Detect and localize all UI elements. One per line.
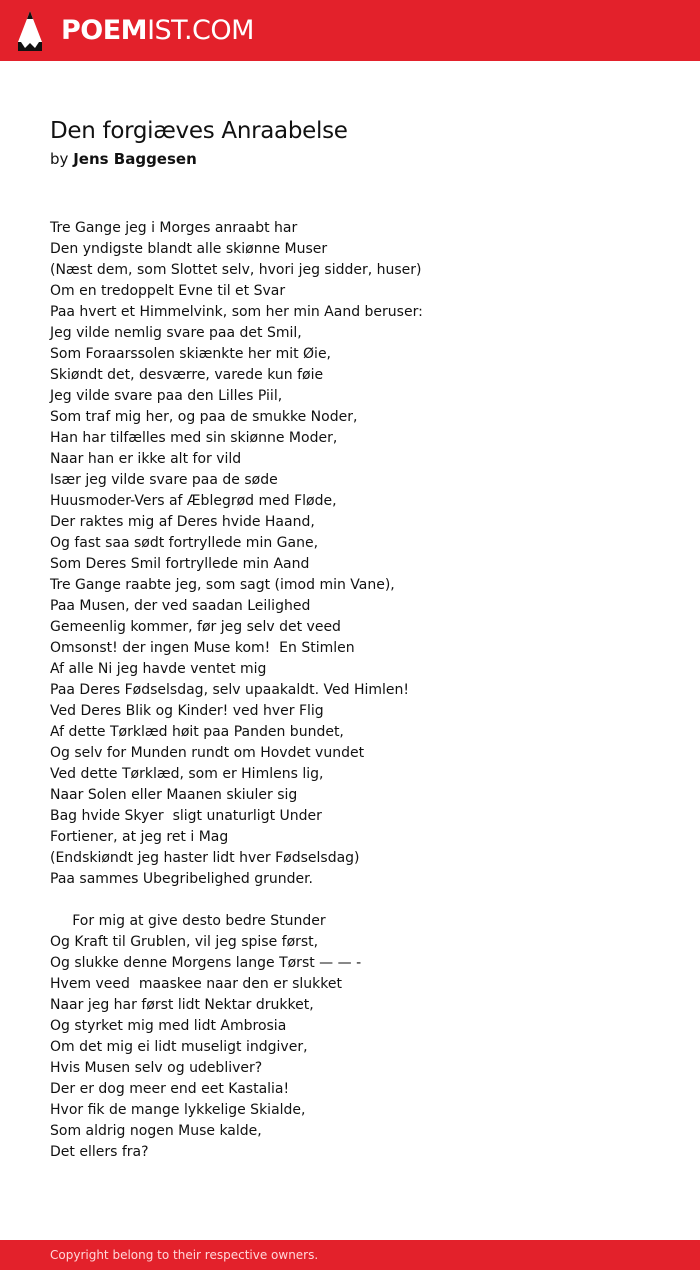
site-logo-text: [61, 16, 254, 46]
poem-line: Paa Deres Fødselsdag, selv upaakaldt. Ved Himlen!: [50, 682, 410, 698]
poem-line: Ved dette Tørklæd, som er Himlens lig,: [50, 766, 324, 782]
poem-line: Der er dog meer end eet Kastalia!: [50, 1081, 290, 1097]
poem-line: Hvem veed maaskee naar den er slukket: [50, 976, 347, 992]
poem-line: Om det mig ei lidt museligt indgiver,: [50, 1039, 308, 1055]
poem-line: Tre Gange raabte jeg, som sagt (imod min Vane),: [50, 577, 395, 593]
poem-line: Naar han er ikke alt for vild: [50, 451, 246, 467]
poem-line: Ved Deres Blik og Kinder! ved hver Flig: [50, 703, 324, 719]
poem-line: (Næst dem, som Slottet selv, hvori jeg sidder, huser): [50, 262, 422, 278]
poem-line: For mig at give desto bedre Stunder: [50, 913, 326, 929]
pencil-icon: [17, 10, 43, 52]
poem-line: (Endskiøndt jeg haster lidt hver Fødselsdag): [50, 850, 360, 866]
poem-line: Og Kraft til Grublen, vil jeg spise først,: [50, 934, 319, 950]
poem-line: Paa sammes Ubegribelighed grunder.: [50, 871, 314, 887]
poem-byline: [50, 149, 197, 169]
poem-line: Jeg vilde svare paa den Lilles Piil,: [50, 388, 283, 404]
poem-line: Bag hvide Skyer sligt unaturligt Under: [50, 808, 322, 824]
poem-body: [50, 218, 660, 1163]
poem-line: Og styrket mig med lidt Ambrosia: [50, 1018, 291, 1034]
logo-bold-text: POEM: [61, 15, 148, 46]
poem-line: Han har tilfælles med sin skiønne Moder,: [50, 430, 338, 446]
poem-line: Og fast saa sødt fortryllede min Gane,: [50, 535, 319, 551]
poem-line: Paa hvert et Himmelvink, som her min Aand beruser:: [50, 304, 423, 320]
copyright-text: Copyright belong to their respective owners.: [50, 1248, 319, 1262]
poem-author: Jens Baggesen: [73, 150, 197, 168]
poem-stanza: [50, 218, 660, 890]
poem-line: Af alle Ni jeg havde ventet mig: [50, 661, 267, 677]
poem-title: Den forgiæves Anraabelse: [50, 118, 348, 144]
poem-line: Den yndigste blandt alle skiønne Muser: [50, 241, 328, 257]
poem-line: Som aldrig nogen Muse kalde,: [50, 1123, 262, 1139]
poem-line: Og slukke denne Morgens lange Tørst — — -: [50, 955, 362, 971]
poem-line: Der raktes mig af Deres hvide Haand,: [50, 514, 315, 530]
by-label: by: [50, 150, 69, 168]
site-header: [0, 0, 700, 61]
logo-light-text: IST.COM: [147, 15, 254, 46]
poem-line: Især jeg vilde svare paa de søde: [50, 472, 278, 488]
poem-line: Det ellers fra?: [50, 1144, 149, 1160]
poem-line: Omsonst! der ingen Muse kom! En Stimlen: [50, 640, 355, 656]
site-footer: [0, 1240, 700, 1270]
poem-line: Hvor fik de mange lykkelige Skialde,: [50, 1102, 306, 1118]
poem-line: Som Foraarssolen skiænkte her mit Øie,: [50, 346, 332, 362]
poem-line: Af dette Tørklæd høit paa Panden bundet,: [50, 724, 344, 740]
poem-line: Naar jeg har først lidt Nektar drukket,: [50, 997, 314, 1013]
poem-line: Om en tredoppelt Evne til et Svar: [50, 283, 286, 299]
poem-line: Gemeenlig kommer, før jeg selv det veed: [50, 619, 346, 635]
poem-line: Skiøndt det, desværre, varede kun føie: [50, 367, 328, 383]
site-logo-link[interactable]: [17, 9, 254, 53]
poem-stanza: [50, 911, 660, 1163]
poem-line: Som traf mig her, og paa de smukke Noder,: [50, 409, 358, 425]
poem-line: Paa Musen, der ved saadan Leilighed: [50, 598, 311, 614]
poem-line: Hvis Musen selv og udebliver?: [50, 1060, 263, 1076]
poem-line: Fortiener, at jeg ret i Mag: [50, 829, 229, 845]
poem-line: Huusmoder-Vers af Æblegrød med Fløde,: [50, 493, 337, 509]
poem-line: Naar Solen eller Maanen skiuler sig: [50, 787, 298, 803]
poem-line: Jeg vilde nemlig svare paa det Smil,: [50, 325, 302, 341]
poem-line: Og selv for Munden rundt om Hovdet vundet: [50, 745, 369, 761]
poem-line: Som Deres Smil fortryllede min Aand: [50, 556, 314, 572]
poem-line: Tre Gange jeg i Morges anraabt har: [50, 220, 298, 236]
